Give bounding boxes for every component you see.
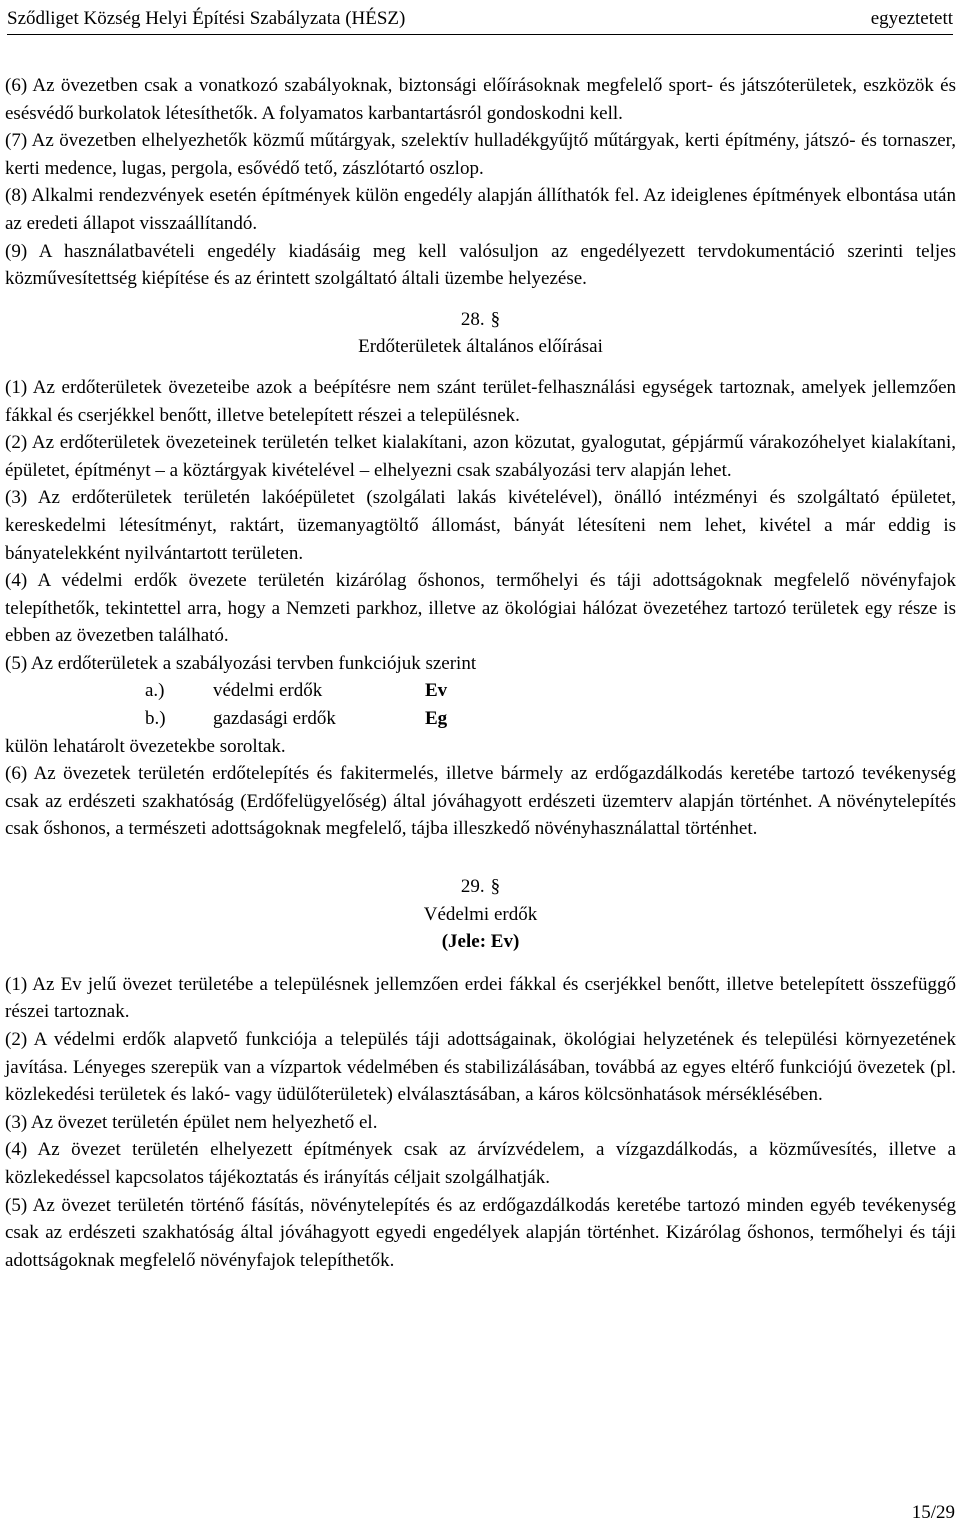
section-29-paragraph-5: (5) Az övezet területén történő fásítás, növénytelepítés és az erdőgazdálkodás keretébe tartozó minden egyéb tevékenység csak az erdészeti szakhatóság által jóváhagyott egyedi engedélyek alapján történhet. Kizárólag őshonos, termőhelyi és táji adottságoknak megfelelő növényfajok telepíthetők.: [5, 1194, 956, 1271]
section-number: 28.: [460, 308, 485, 330]
section-29-paragraph-3: (3) Az övezet területén épület nem helyezhető el.: [5, 1111, 378, 1133]
page-number: 15/29: [911, 1502, 955, 1523]
list-item-text: gazdasági erdők: [213, 708, 336, 730]
section-29-title: Védelmi erdők: [423, 903, 538, 925]
list-closing-text: külön lehatárolt övezetekbe soroltak.: [5, 735, 286, 757]
section-28-number: [5, 306, 956, 334]
list-item: [5, 677, 956, 705]
paragraph-7: (7) Az övezetben elhelyezhetők közmű műtárgyak, szelektív hulladékgyűjtő műtárgyak, kerti építmény, játszó- és tornaszer, kerti medence, lugas, pergola, esővédő tető, zászlótartó oszlop.: [5, 130, 956, 179]
section-number: 29.: [460, 876, 485, 898]
section-28-title: Erdőterületek általános előírásai: [358, 336, 603, 358]
section-29-subtitle: (Jele: Ev): [441, 931, 520, 953]
page-header: [7, 4, 953, 35]
section-28-paragraph-1: (1) Az erdőterületek övezeteibe azok a beépítésre nem szánt terület-felhasználási egységek tartoznak, amelyek jellemzően fákkal és cserjékkel benőtt, illetve betelepített részei a településnek.: [5, 376, 956, 426]
list-item-text: védelmi erdők: [213, 680, 323, 702]
paragraph-8: (8) Alkalmi rendezvények esetén építmények külön engedély alapján állíthatók fel. Az ideiglenes építmények elbontása után az eredeti állapot visszaállítandó.: [5, 185, 956, 234]
paragraph-9: (9) A használatbavételi engedély kiadásáig meg kell valósuljon az engedélyezett tervdokumentáció szerinti teljes közművesítettség kiépítése és az érintett szolgáltató általi üzembe helyezése.: [5, 240, 956, 290]
document-title: Sződliget Község Helyi Építési Szabályzata (HÉSZ): [7, 8, 406, 29]
list-item-index: a.): [145, 680, 165, 702]
section-symbol: §: [490, 876, 501, 898]
section-29-number: [5, 873, 956, 901]
section-28-paragraph-6: (6) Az övezetek területén erdőtelepítés és fakitermelés, illetve bármely az erdőgazdálkodás keretébe tartozó tevékenység csak az erdészeti szakhatóság (Erdőfelügyelőség) által jóváhagyott erdészeti üzemterv alapján történhet. A növénytelepítés csak őshonos, a természeti adottságoknak megfelelő, tájba illeszkedő növényhasználattal történhet.: [5, 763, 956, 840]
list-item-code: Eg: [425, 708, 448, 730]
list-item-index: b.): [145, 708, 166, 730]
list-item-code: Ev: [425, 680, 448, 702]
section-29-paragraph-4: (4) Az övezet területén elhelyezett építmények csak az árvízvédelem, a vízgazdálkodás, a közművesítés, illetve a közlekedéssel kapcsolatos tájékoztatás és irányítás céljait szolgálhatják.: [5, 1139, 956, 1188]
section-29-paragraph-1: (1) Az Ev jelű övezet területébe a településnek jellemzően erdei fákkal és cserjékkel benőtt, illetve betelepített összefüggő részei tartoznak.: [5, 973, 956, 1023]
section-29-paragraph-2: (2) A védelmi erdők alapvető funkciója a település táji adottságainak, ökológiai helyzetének és települési környezetének javítása. Lényeges szerepük van a vízpartok védelmében és stabilizálásában, továbbá az egyes eltérő funkciójú övezetek (pl. közlekedési területek és lakó- vagy üdülőterületek) elválasztásában, a káros kölcsönhatások mérséklésében.: [5, 1029, 956, 1106]
section-symbol: §: [490, 308, 501, 330]
paragraph-6: (6) Az övezetben csak a vonatkozó szabályoknak, biztonsági előírásoknak megfelelő sport- és játszóterületek, eszközök és esésvédő burkolatok létesíthetők. A folyamatos karbantartásról gondoskodni kell.: [5, 75, 956, 124]
document-status: egyeztetett: [870, 8, 953, 29]
list-item: [5, 705, 956, 733]
section-28-paragraph-3: (3) Az erdőterületek területén lakóépületet (szolgálati lakás kivételével), önálló intézményi és szolgáltató épületet, kereskedelmi létesítményt, raktárt, üzemanyagtöltő állomást, bányát létesíteni nem lehet, kivétel a már eddig is bányatelekként nyilvántartott területen.: [5, 487, 956, 564]
section-28-paragraph-5: (5) Az erdőterületek a szabályozási tervben funkciójuk szerint: [5, 652, 477, 674]
section-28-paragraph-2: (2) Az erdőterületek övezeteinek területén telket kialakítani, azon közutat, gyalogutat, gépjármű várakozóhelyet kialakítani, épületet, építményt – a köztárgyak kivételével – elhelyezni csak szabályozási terv alapján lehet.: [5, 432, 956, 481]
section-28-paragraph-4: (4) A védelmi erdők övezete területén kizárólag őshonos, termőhelyi és táji adottságoknak megfelelő növényfajok telepíthetők, tekintettel arra, hogy a Nemzeti parkhoz, illetve az ökológiai hálózat övezetéhez tartozó területek egy része is ebben az övezetben található.: [5, 570, 956, 647]
document-body: [5, 72, 956, 1274]
